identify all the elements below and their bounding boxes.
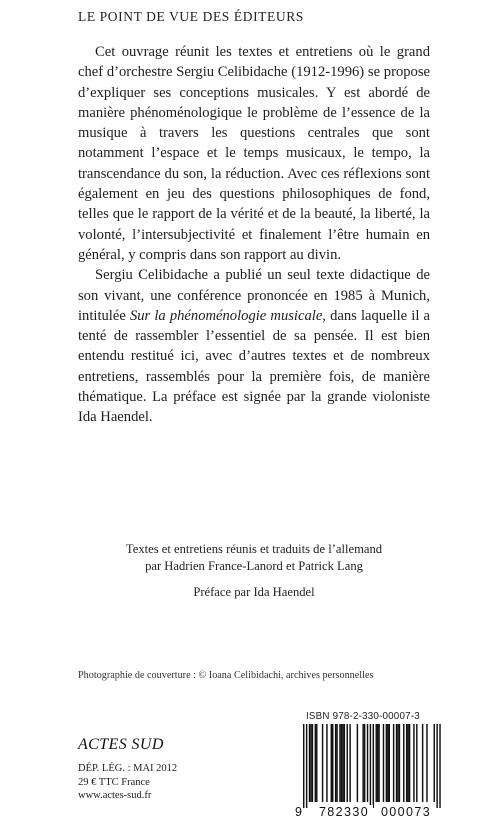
website-link[interactable]: www.actes-sud.fr [78, 790, 152, 802]
barcode-bar [331, 724, 332, 802]
barcode-bar [426, 724, 427, 802]
barcode-bar [409, 724, 410, 802]
barcode-bar [436, 724, 437, 808]
barcode-bar [416, 724, 417, 802]
paragraph-2-start: Sergiu Celibidache a publié un seul texte didactique de son vivant, une conférence prononcée en 1985 à Munich, intitulée [78, 267, 430, 324]
barcode-bar [326, 724, 327, 802]
barcode-bar [386, 724, 387, 802]
barcode-bar [422, 724, 423, 802]
barcode-bar [322, 724, 323, 802]
credits-line-1: Textes et entretiens réunis et traduits de l’allemand [125, 542, 383, 556]
barcode-bar [342, 724, 343, 802]
paragraph-1: Cet ouvrage réunit les textes et entretiens où le grand chef d’orchestre Sergiu Celibidache (1912-1996) se propose d’expliquer ses conceptions musicales. Y est abordé de manière phénoménologique le problème de l’essence de la musique à travers les questions centrales que sont notamment l’espace et le temps musicaux, le tempo, la transcendance du son, la réduction. Avec ces réflexions sont également en jeu des questions philosophiques de fond, telles que le rapport de la vérité et de la beauté, la liberté, la volonté, l’intersubjectivité et finalement l’être humain en général, y compris dans son rapport au divin. [78, 44, 430, 263]
barcode-digit-first: 9 [295, 805, 304, 819]
barcode-bar [310, 724, 311, 802]
legal-deposit: DÉP. LÉG. : MAI 2012 [78, 763, 178, 774]
translation-credits [78, 541, 430, 601]
barcode-icon [293, 724, 447, 808]
publisher-info [78, 762, 177, 803]
barcode-bar [309, 724, 310, 802]
barcode-bar [407, 724, 408, 802]
barcode-bar [378, 724, 379, 802]
barcode-digits-right: 000073 [377, 805, 435, 819]
barcode-bar [397, 724, 398, 802]
barcode-bar [376, 724, 377, 802]
section-heading: LE POINT DE VUE DES ÉDITEURS [78, 9, 304, 24]
barcode-bar [339, 724, 340, 802]
barcode-bar [364, 724, 365, 802]
barcode-bar [357, 724, 358, 802]
barcode-bar [312, 724, 313, 802]
barcode-bar [303, 724, 304, 808]
back-cover-text [78, 42, 430, 428]
barcode-bar [403, 724, 404, 802]
barcode-bar [393, 724, 394, 802]
barcode-bar [306, 724, 307, 808]
barcode-bar [370, 724, 371, 808]
barcode-bar [332, 724, 333, 802]
barcode-bar [367, 724, 368, 802]
barcode-bar [335, 724, 336, 802]
barcode-bar [344, 724, 345, 802]
barcode-bar [349, 724, 350, 802]
barcode-bar [399, 724, 400, 802]
barcode-bar [406, 724, 407, 802]
barcode-bar [362, 724, 363, 802]
barcode-bar [315, 724, 316, 802]
publisher-logo: ACTES SUD [78, 736, 164, 753]
barcode-bar [316, 724, 317, 802]
barcode-bar [347, 724, 348, 802]
barcode-bar [439, 724, 440, 808]
barcode-bar [336, 724, 337, 802]
barcode-bar [341, 724, 342, 802]
barcode-bar [434, 724, 435, 802]
paragraph-2 [78, 265, 430, 427]
book-title-italic: Sur la phénoménologie musicale, [129, 307, 326, 324]
barcode-bar [387, 724, 388, 802]
isbn-label: ISBN 978-2-330-00007-3 [306, 711, 420, 722]
barcode-bar [373, 724, 374, 808]
barcode-digits-left: 782330 [315, 805, 373, 819]
barcode-bar [383, 724, 384, 802]
paragraph-2-end: dans laquelle il a tenté de rassembler l’essentiel de sa pensée. Il est bien entendu restitué ici, avec d’autres textes et de nombreux entretiens, rassemblés pour la première fois, de manière thématique. La préface est signée par la grande violoniste Ida Haendel. [78, 307, 430, 426]
barcode-bar [377, 724, 378, 802]
barcode-bar [396, 724, 397, 802]
credits-line-2: par Hadrien France-Lanord et Patrick Lang [145, 559, 363, 573]
barcode-bar [413, 724, 414, 802]
price: 29 € TTC France [78, 776, 150, 788]
barcode-digits [293, 805, 447, 821]
photo-credit: Photographie de couverture : © Ioana Celibidachi, archives personnelles [78, 670, 374, 681]
preface-credit: Préface par Ida Haendel [193, 585, 315, 599]
barcode-bar [389, 724, 390, 802]
